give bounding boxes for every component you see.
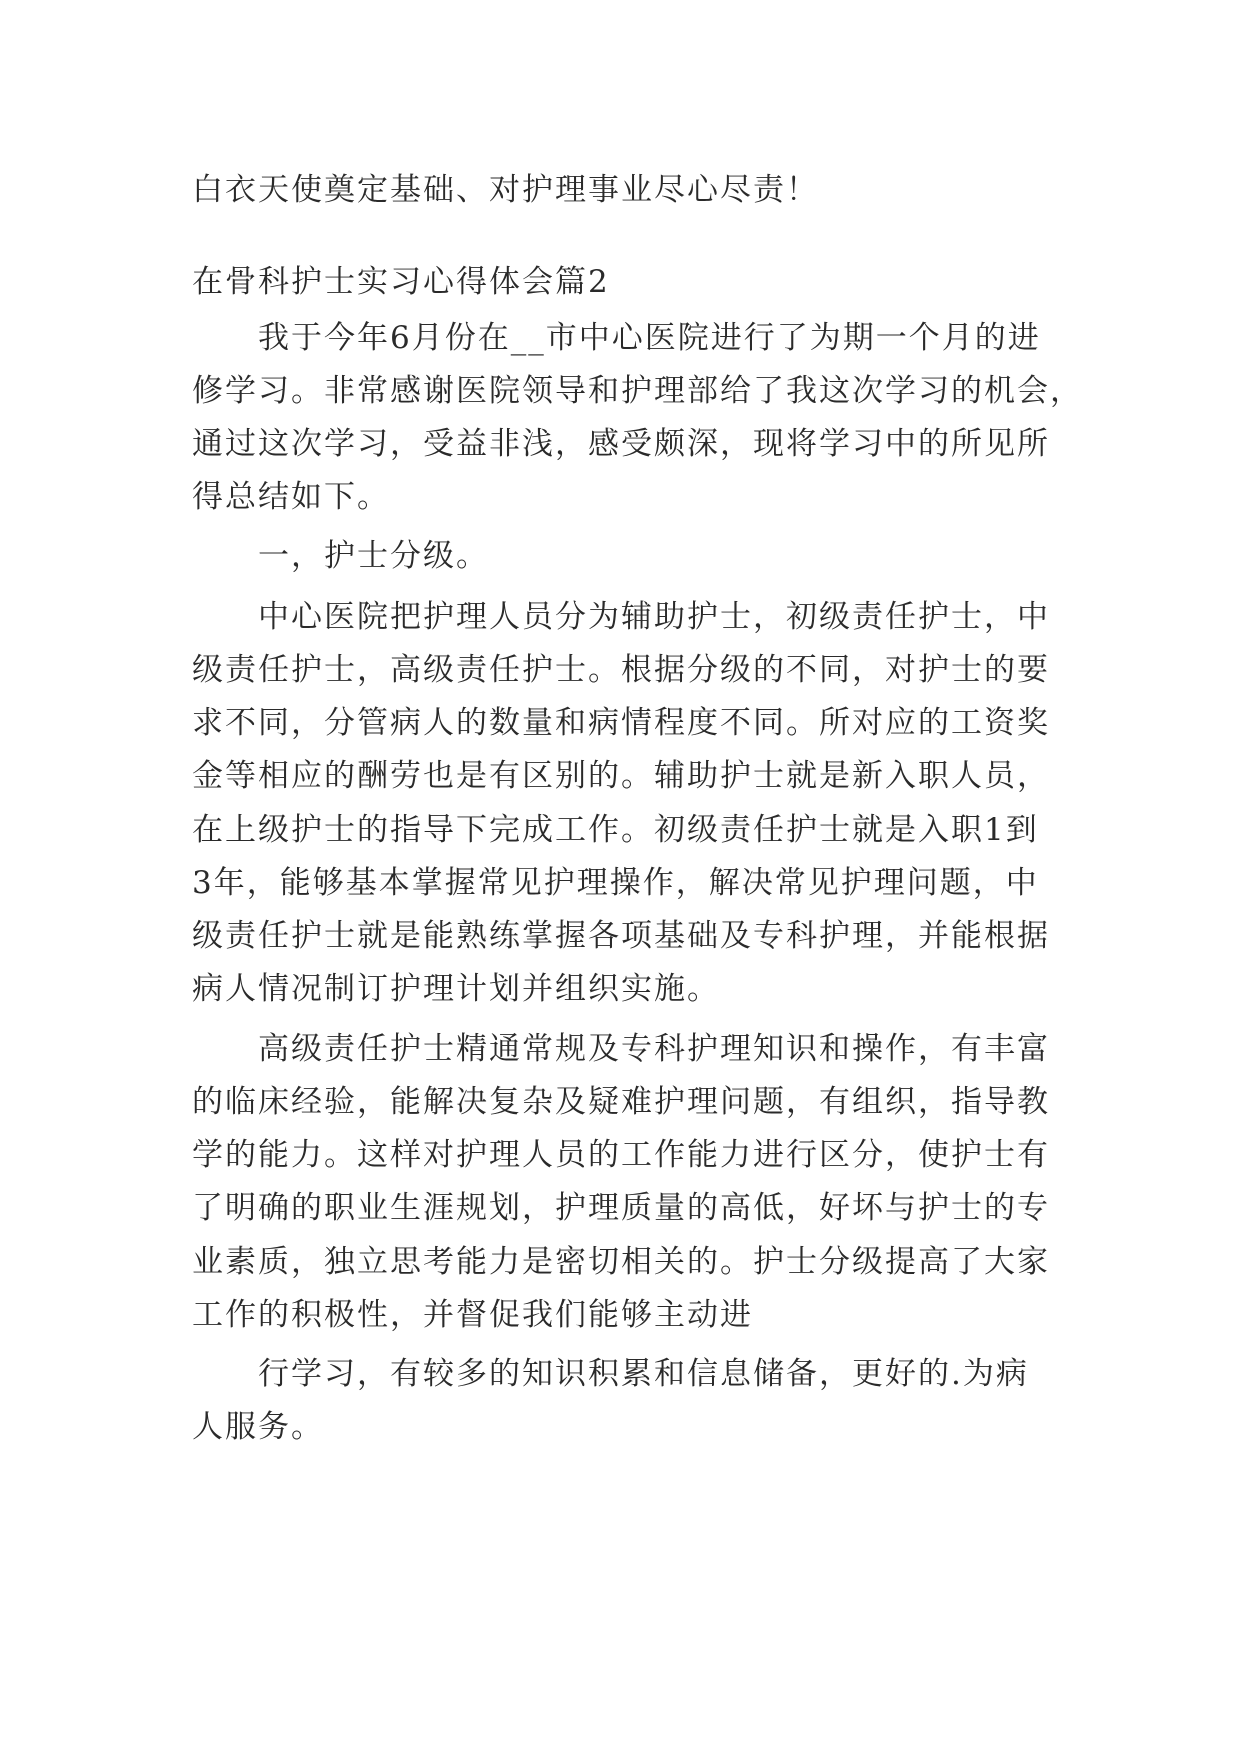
paragraph-2-line-4: 金等相应的酬劳也是有区别的。辅助护士就是新入职人员， bbox=[192, 758, 1050, 794]
paragraph-2-line-1: 中心医院把护理人员分为辅助护士，初级责任护士，中 bbox=[258, 599, 1050, 635]
paragraph-2-line-8: 病人情况制订护理计划并组织实施。 bbox=[192, 971, 720, 1007]
closing-line: 白衣天使奠定基础、对护理事业尽心尽责！ bbox=[192, 172, 819, 208]
paragraph-3-line-3: 学的能力。这样对护理人员的工作能力进行区分，使护士有 bbox=[192, 1137, 1050, 1173]
paragraph-3-line-2: 的临床经验，能解决复杂及疑难护理问题，有组织，指导教 bbox=[192, 1084, 1050, 1120]
paragraph-2-line-6: 3年，能够基本掌握常见护理操作，解决常见护理问题，中 bbox=[192, 865, 1039, 901]
paragraph-1-line-3: 通过这次学习，受益非浅，感受颇深，现将学习中的所见所 bbox=[192, 426, 1050, 462]
paragraph-3-line-5: 业素质，独立思考能力是密切相关的。护士分级提高了大家 bbox=[192, 1244, 1050, 1280]
paragraph-1-line-2: 修学习。非常感谢医院领导和护理部给了我这次学习的机会， bbox=[192, 373, 1083, 409]
paragraph-2-line-2: 级责任护士，高级责任护士。根据分级的不同，对护士的要 bbox=[192, 652, 1050, 688]
paragraph-3-line-4: 了明确的职业生涯规划，护理质量的高低，好坏与护士的专 bbox=[192, 1190, 1050, 1226]
paragraph-2-line-7: 级责任护士就是能熟练掌握各项基础及专科护理，并能根据 bbox=[192, 918, 1050, 954]
paragraph-3-line-6: 工作的积极性，并督促我们能够主动进 bbox=[192, 1297, 753, 1333]
subheading-1: 一，护士分级。 bbox=[258, 538, 489, 574]
paragraph-4-line-1: 行学习，有较多的知识积累和信息储备，更好的.为病 bbox=[258, 1356, 1029, 1392]
paragraph-1-line-4: 得总结如下。 bbox=[192, 479, 390, 515]
paragraph-3-line-1: 高级责任护士精通常规及专科护理知识和操作，有丰富 bbox=[258, 1031, 1050, 1067]
section-heading: 在骨科护士实习心得体会篇2 bbox=[192, 264, 610, 300]
paragraph-2-line-3: 求不同，分管病人的数量和病情程度不同。所对应的工资奖 bbox=[192, 705, 1050, 741]
paragraph-4-line-2: 人服务。 bbox=[192, 1409, 324, 1445]
paragraph-2-line-5: 在上级护士的指导下完成工作。初级责任护士就是入职1到 bbox=[192, 812, 1039, 848]
paragraph-1-line-1: 我于今年6月份在__市中心医院进行了为期一个月的进 bbox=[258, 320, 1041, 356]
